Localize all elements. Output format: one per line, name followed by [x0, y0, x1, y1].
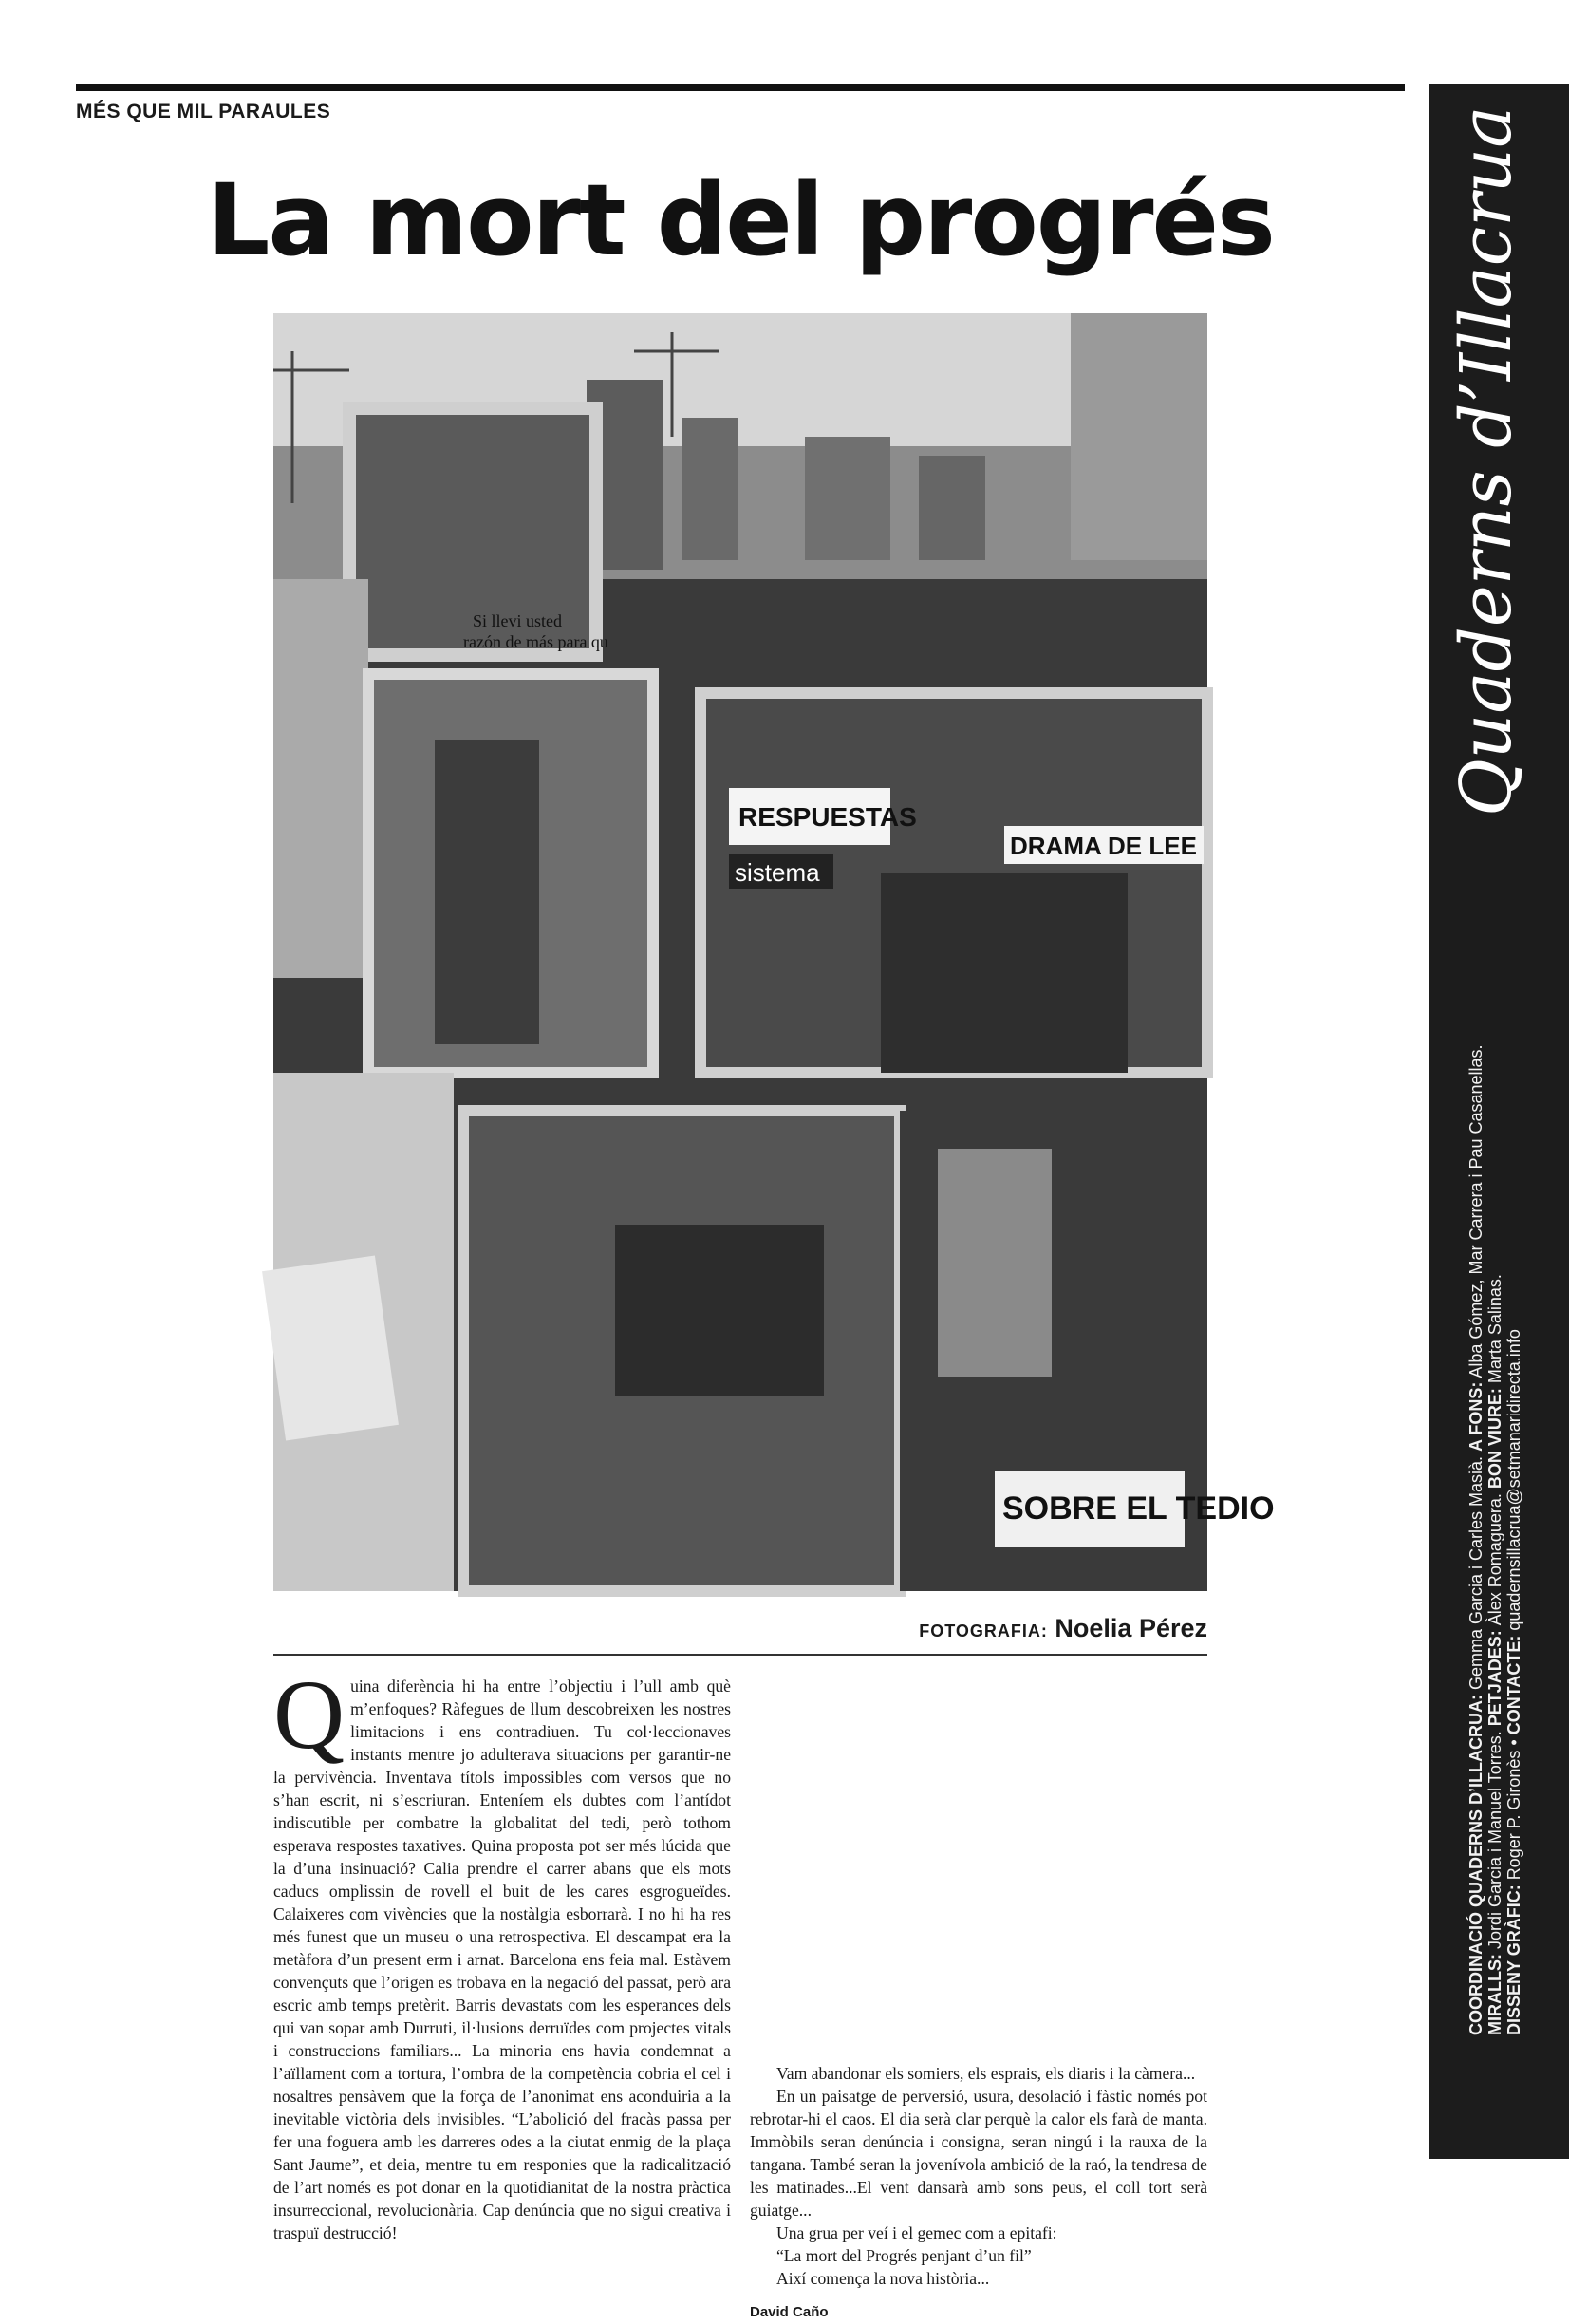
- photographer: Noelia Pérez: [1055, 1614, 1207, 1642]
- sign-drama: DRAMA DE LEE: [1010, 832, 1197, 860]
- credit-rule: [273, 1654, 1207, 1656]
- top-rule: [76, 84, 1405, 91]
- photo-illustration: [273, 313, 1275, 1591]
- credits-line-1: COORDINACIÓ QUADERNS D’ILLACRUA: Gemma Garcia i Carles Masià. A FONS: Alba Gómez, Mar Carrera i Pau Casanellas.: [1466, 1044, 1485, 2035]
- article-column-left: [273, 1660, 731, 2244]
- credits-line-3: DISSENY GRÀFIC: Roger P. Gironès • CONTACTE: quadernsillacrua@setmanaridirecta.info: [1504, 1329, 1523, 2035]
- author: David Caño: [750, 2304, 829, 2320]
- photo: [273, 313, 1275, 1591]
- photo-credit-label: FOTOGRAFIA:: [919, 1621, 1048, 1640]
- photo-credit: [273, 1614, 1207, 1643]
- article-paragraph-5: “La mort del Progrés penjant d’un fil”: [776, 2246, 1032, 2265]
- sidebar-brand: Quaderns d’Illacrua: [1446, 105, 1527, 816]
- sign-razon: razón de más para qu: [463, 632, 608, 651]
- dropcap: Q: [273, 1660, 346, 1770]
- article-paragraph-3: En un paisatge de perversió, usura, desolació i fàstic només pot rebrotar-hi el caos. El dia serà clar perquè la calor els farà de manta. Immòbils seran denúncia i consigna, seran ningú i la rauxa de la tangana. També seran la jovenívola ambició de la raó, la tendresa de les matinades...El vent dansarà amb sons peus, el coll tort serà guiatge...: [750, 2087, 1207, 2220]
- article-paragraph-6: Així comença la nova història...: [776, 2269, 990, 2288]
- article-paragraph-2: Vam abandonar els somiers, els esprais, els diaris i la càmera...: [776, 2064, 1196, 2083]
- article-paragraph-1-text: uina diferència hi ha entre l’objectiu i l’ull amb què m’enfoques? Ràfegues de llum descobreixen les nostres limitacions i ens contradiuen. Tu col·leccionaves instants mentre jo adulterava situacions per garantir-ne la pervivència. Inventava títols impossibles com versos que no s’han escrit, ni s’escriuran. Enteníem els dubtes com l’antídot indiscutible per combatre la globalitat del tedi, però tothom esperava respostes taxatives. Quina proposta pot ser més lúcida que la d’una insinuació? Calia prendre el carrer abans que els mots caducs omplissin de rovell el buit de les cares esgrogueïdes. Calaixeres com vivències que la nostàlgia esborrarà. I no hi ha res més funest que un museu o una retrospectiva. El descampat era la metàfora d’un present erm i arnat. Barcelona ens feia mal. Estàvem convençuts que l’origen es trobava en la negació del passat, però ara escric amb temps pretèrit. Barris devastats com les esperances dels qui van sopar amb Durruti, il·lusions derruïdes com projectes vitals i construccions familiars... La minoria ens havia condemnat a l’aïllament com a tortura, l’ombra de la competència cobria el cel i nosaltres pensàvem que la força de l’anonimat ens aconduiria a la inevitable victòria dels invisibles. “L’abolició del fracàs passa per fer una foguera amb les darreres odes a la ciutat enmig de la plaça Sant Jaume”, et deia, mentre tu em responies que la radicalització de l’art només es pot donar en la quotidianitat de la nostra pràctica insurreccional, revolucionària. Cap denúncia que no sigui creativa i traspuï destrucció!: [273, 1677, 731, 2242]
- sidebar-credits: [1466, 1044, 1523, 2035]
- sign-sistema: sistema: [735, 858, 820, 887]
- credits-line-2: MIRALLS: Jordi Garcia i Manuel Torres. PETJADES: Àlex Romaguera. BON VIURE: Marta Salinas.: [1485, 1274, 1504, 2035]
- article-paragraph-1: [273, 1660, 731, 2244]
- article-paragraph-4: Una grua per veí i el gemec com a epitafi:: [776, 2223, 1057, 2242]
- article-column-right: [750, 2062, 1207, 2324]
- sign-si-llevi: Si llevi usted: [473, 611, 562, 630]
- section-label: MÉS QUE MIL PARAULES: [76, 101, 331, 122]
- sign-respuestas: RESPUESTAS: [738, 802, 917, 832]
- headline: La mort del progrés: [207, 162, 1274, 278]
- sign-ortuna: SOBRE EL TEDIO: [1002, 1490, 1275, 1527]
